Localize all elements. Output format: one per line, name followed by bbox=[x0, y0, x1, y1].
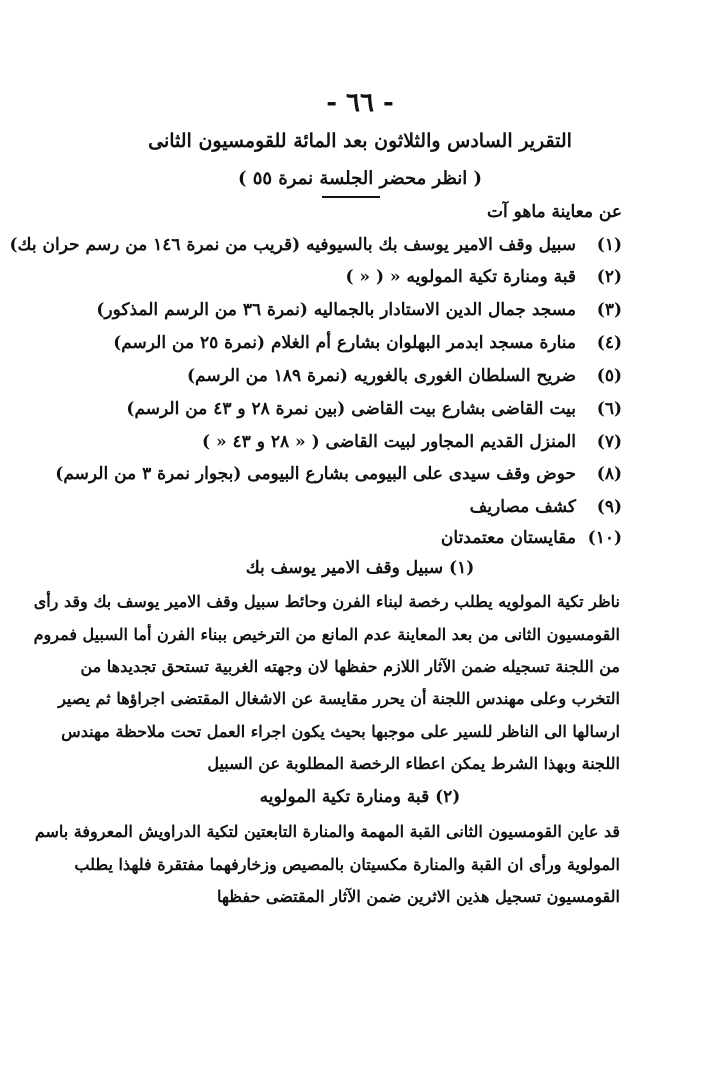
list-item bbox=[202, 429, 622, 455]
list-item bbox=[470, 494, 622, 520]
paragraph-line: التخرب وعلى مهندس اللجنة أن يحرر مقايسة عن الاشغال المقتضى اجراؤها ثم يصير bbox=[58, 689, 620, 708]
paragraph-line: اللجنة وبهذا الشرط يمكن اعطاء الرخصة المطلوبة عن السبيل bbox=[207, 754, 620, 773]
item-number: (١٠) bbox=[587, 528, 622, 548]
item-number: (٢) bbox=[596, 267, 622, 287]
paragraph-line: المولوية ورأى ان القبة والمنارة مكسيتان بالمصيص وزخارفهما مفتقرة فلهذا يطلب bbox=[74, 855, 620, 874]
paragraph-line: من اللجنة تسجيله ضمن الآثار اللازم حفظها لان وجهته الغربية تستحق تجديدها من bbox=[80, 657, 620, 676]
section-heading-tekke: (٢) قبة ومنارة تكية المولويه bbox=[259, 787, 461, 807]
list-item bbox=[55, 461, 622, 487]
item-number: (٨) bbox=[596, 464, 622, 484]
paragraph-line: القومسيون تسجيل هذين الاثرين ضمن الآثار المقتضى حفظها bbox=[216, 887, 620, 906]
paragraph-line: ارسالها الى الناظر للسير على موجبها بحيث يكون اجراء العمل تحت ملاحظة مهندس bbox=[61, 722, 620, 741]
item-text: منارة مسجد ابدمر البهلوان بشارع أم الغلام (نمرة ٢٥ من الرسم) bbox=[113, 333, 576, 353]
paragraph-line: القومسيون الثانى من بعد المعاينة عدم المانع من الترخيص ببناء الفرن أما السبيل فمروم bbox=[33, 625, 620, 644]
item-text: قبة ومنارة تكية المولويه « ( « ) bbox=[345, 267, 576, 287]
item-text: مسجد جمال الدين الاستادار بالجماليه (نمرة ٣٦ من الرسم المذكور) bbox=[96, 300, 576, 320]
list-item bbox=[9, 232, 622, 258]
item-text: كشف مصاريف bbox=[469, 497, 576, 517]
list-item bbox=[345, 264, 622, 290]
item-number: (٧) bbox=[596, 432, 622, 452]
item-number: (١) bbox=[596, 235, 622, 255]
item-text: ضريح السلطان الغورى بالغوريه (نمرة ١٨٩ من الرسم) bbox=[186, 366, 576, 386]
item-number: (٩) bbox=[596, 497, 622, 517]
reference-underline bbox=[322, 196, 380, 198]
item-number: (٦) bbox=[596, 399, 622, 419]
item-text: بيت القاضى بشارع بيت القاضى (بين نمرة ٢٨ و ٤٣ من الرسم) bbox=[126, 399, 576, 419]
item-text: حوض وقف سيدى على البيومى بشارع البيومى (بجوار نمرة ٣ من الرسم) bbox=[55, 464, 576, 484]
session-reference: ( انظر محضر الجلسة نمرة ٥٥ ) bbox=[237, 168, 483, 189]
section-heading-sabil: (١) سبيل وقف الامير يوسف بك bbox=[245, 558, 475, 578]
list-item bbox=[187, 363, 622, 389]
list-item bbox=[113, 330, 622, 356]
paragraph-line: ناظر تكية المولويه يطلب رخصة لبناء الفرن وحائط سبيل وقف الامير يوسف بك وقد رأى bbox=[33, 592, 620, 611]
report-title: التقرير السادس والثلاثون بعد المائة للقومسيون الثانى bbox=[148, 130, 572, 152]
item-text: مقايستان معتمدتان bbox=[440, 528, 576, 548]
item-number: (٣) bbox=[596, 300, 622, 320]
intro-line: عن معاينة ماهو آت bbox=[486, 202, 622, 222]
item-text: المنزل القديم المجاور لبيت القاضى ( « ٢٨ و ٤٣ « ) bbox=[202, 432, 576, 452]
item-number: (٤) bbox=[596, 333, 622, 353]
paragraph-line: قد عاين القومسيون الثانى القبة المهمة والمنارة التابعتين لتكية الدراويش المعروفة باسم bbox=[34, 822, 620, 841]
page-number: - ٦٦ - bbox=[326, 88, 394, 118]
list-item bbox=[96, 297, 622, 323]
item-number: (٥) bbox=[596, 366, 622, 386]
list-item bbox=[441, 525, 622, 551]
item-text: سبيل وقف الامير يوسف بك بالسيوفيه (قريب من نمرة ١٤٦ من رسم حران بك) bbox=[9, 235, 576, 255]
list-item bbox=[126, 396, 622, 422]
